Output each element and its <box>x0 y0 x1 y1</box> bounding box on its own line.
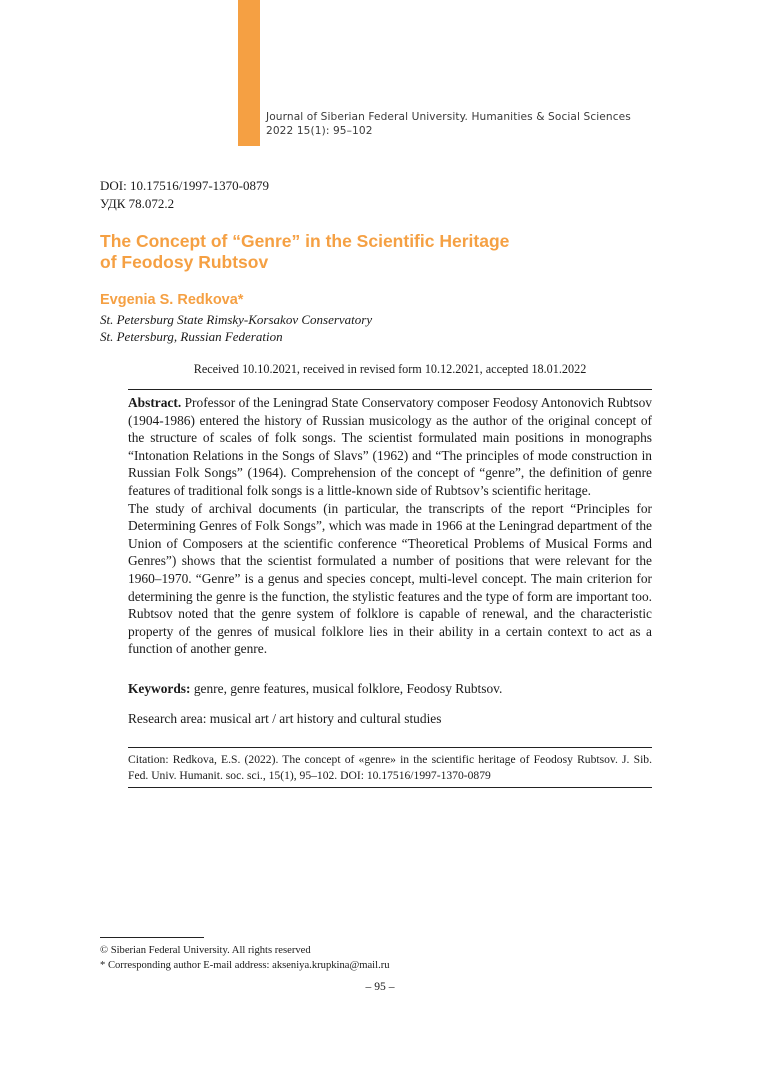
author-name: Evgenia S. Redkova* <box>100 292 244 308</box>
abstract-top-rule <box>128 389 652 390</box>
journal-issue: 2022 15(1): 95–102 <box>266 125 373 137</box>
abstract-label: Abstract. <box>128 395 182 410</box>
research-area: Research area: musical art / art history and cultural studies <box>128 711 442 726</box>
abstract-paragraph-1 <box>128 394 652 500</box>
title-line-1: The Concept of “Genre” in the Scientific Heritage <box>100 231 510 251</box>
footnote-rule <box>100 937 204 938</box>
received-dates: Received 10.10.2021, received in revised form 10.12.2021, accepted 18.01.2022 <box>193 362 587 376</box>
journal-accent-bar <box>238 0 260 146</box>
abstract <box>128 394 652 658</box>
author-affiliation <box>100 311 372 345</box>
abstract-text-1: Professor of the Leningrad State Conservatory composer Feodosy Antonovich Rubtsov (1904-1986) entered the history of Russian musicology as the author of the original concept of the structure of scales of folk songs. The scientist formulated main positions in monographs “Intonation Relations in the Songs of Slavs” (1962) and “The principles of mode construction in Russian Folk Songs” (1964). Comprehension of the concept of “genre”, the definition of genre features of traditional folk songs is a little-known side of Rubtsov’s scientific heritage. <box>128 395 652 498</box>
journal-header <box>266 110 631 138</box>
abstract-paragraph-2: The study of archival documents (in particular, the transcripts of the report “Principles for Determining Genres of Folk Songs”, which was made in 1966 at the Leningrad department of the Union of Composers at the scientific conference “Theoretical Problems of Musical Forms and Genres”) shows that the scientist formulated a number of positions that were relevant for the 1960–1970. “Genre” is a genus and species concept, multi-level concept. The main criterion for determining the genre is the function, the stylistic features and the type of form are important too. Rubtsov noted that the genre system of folklore is capable of renewal, and the characteristic property of the genres of musical folklore lies in their ability in a certain context to act as a function of another genre. <box>128 500 652 657</box>
citation-top-rule <box>128 747 652 748</box>
udk: УДК 78.072.2 <box>100 196 175 211</box>
affiliation-line-2: St. Petersburg, Russian Federation <box>100 329 283 344</box>
keywords <box>128 681 652 697</box>
article-title <box>100 231 660 273</box>
citation-bottom-rule <box>128 787 652 788</box>
article-identifiers <box>100 177 269 213</box>
keywords-text: genre, genre features, musical folklore, Feodosy Rubtsov. <box>190 681 503 696</box>
page-number: – 95 – <box>365 980 395 993</box>
title-line-2: of Feodosy Rubtsov <box>100 252 269 272</box>
footnotes <box>100 943 390 973</box>
corresponding-author-note: * Corresponding author E-mail address: akseniya.krupkina@mail.ru <box>100 960 390 971</box>
affiliation-line-1: St. Petersburg State Rimsky-Korsakov Conservatory <box>100 312 373 327</box>
copyright-note: © Siberian Federal University. All rights reserved <box>100 945 311 956</box>
citation: Citation: Redkova, E.S. (2022). The concept of «genre» in the scientific heritage of Feodosy Rubtsov. J. Sib. Fed. Univ. Humanit. soc. sci., 15(1), 95–102. DOI: 10.17516/1997-1370-0879 <box>128 753 652 782</box>
doi: DOI: 10.17516/1997-1370-0879 <box>100 178 269 193</box>
journal-name: Journal of Siberian Federal University. Humanities & Social Sciences <box>266 111 631 123</box>
keywords-label: Keywords: <box>128 681 191 696</box>
